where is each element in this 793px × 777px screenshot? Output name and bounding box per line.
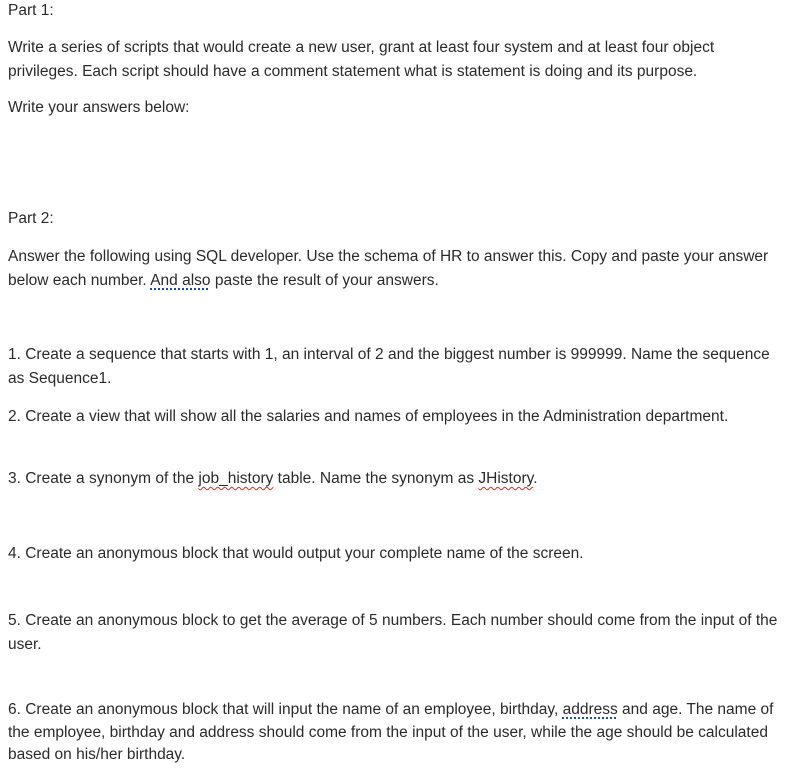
part2-intro-text-end: paste the result of your answers. <box>210 272 439 289</box>
part2-heading: Part 2: <box>8 210 54 227</box>
question-2: 2. Create a view that will show all the salaries and names of employees in the Administration department. <box>8 408 729 425</box>
part2-intro <box>8 245 788 293</box>
part1-instructions: Write a series of scripts that would create a new user, grant at least four system and at least four object privileges. Each script should have a comment statement what is statement is doing and its purpose. <box>8 39 715 80</box>
question-6-text-end: and age. The name of the employee, birthday and address should come from the input of the user, while the age should be calculated based on his/her birthday. <box>8 701 774 763</box>
grammar-flag-address: address <box>562 701 618 718</box>
part1-answer-prompt: Write your answers below: <box>8 99 190 116</box>
question-6-text: 6. Create an anonymous block that will input the name of an employee, birthday, <box>8 701 563 718</box>
question-4: 4. Create an anonymous block that would output your complete name of the screen. <box>8 545 584 562</box>
question-3-text-mid: table. Name the synonym as <box>273 470 479 487</box>
question-1: 1. Create a sequence that starts with 1, an interval of 2 and the biggest number is 999999. Name the sequence as Sequence1. <box>8 346 770 387</box>
question-3-text-end: . <box>533 470 538 487</box>
question-6 <box>8 699 788 767</box>
grammar-flag: And also <box>150 272 211 289</box>
spelling-flag-jhistory: JHistory <box>478 470 534 487</box>
question-5: 5. Create an anonymous block to get the average of 5 numbers. Each number should come from the input of the user. <box>8 612 778 653</box>
question-3 <box>8 467 788 491</box>
part1-heading: Part 1: <box>8 2 54 19</box>
spelling-flag-job-history: job_history <box>198 470 274 487</box>
question-3-text: 3. Create a synonym of the <box>8 470 199 487</box>
part2-intro-text: Answer the following using SQL developer. Use the schema of HR to answer this. Copy and paste your answer below each number. <box>8 248 769 289</box>
